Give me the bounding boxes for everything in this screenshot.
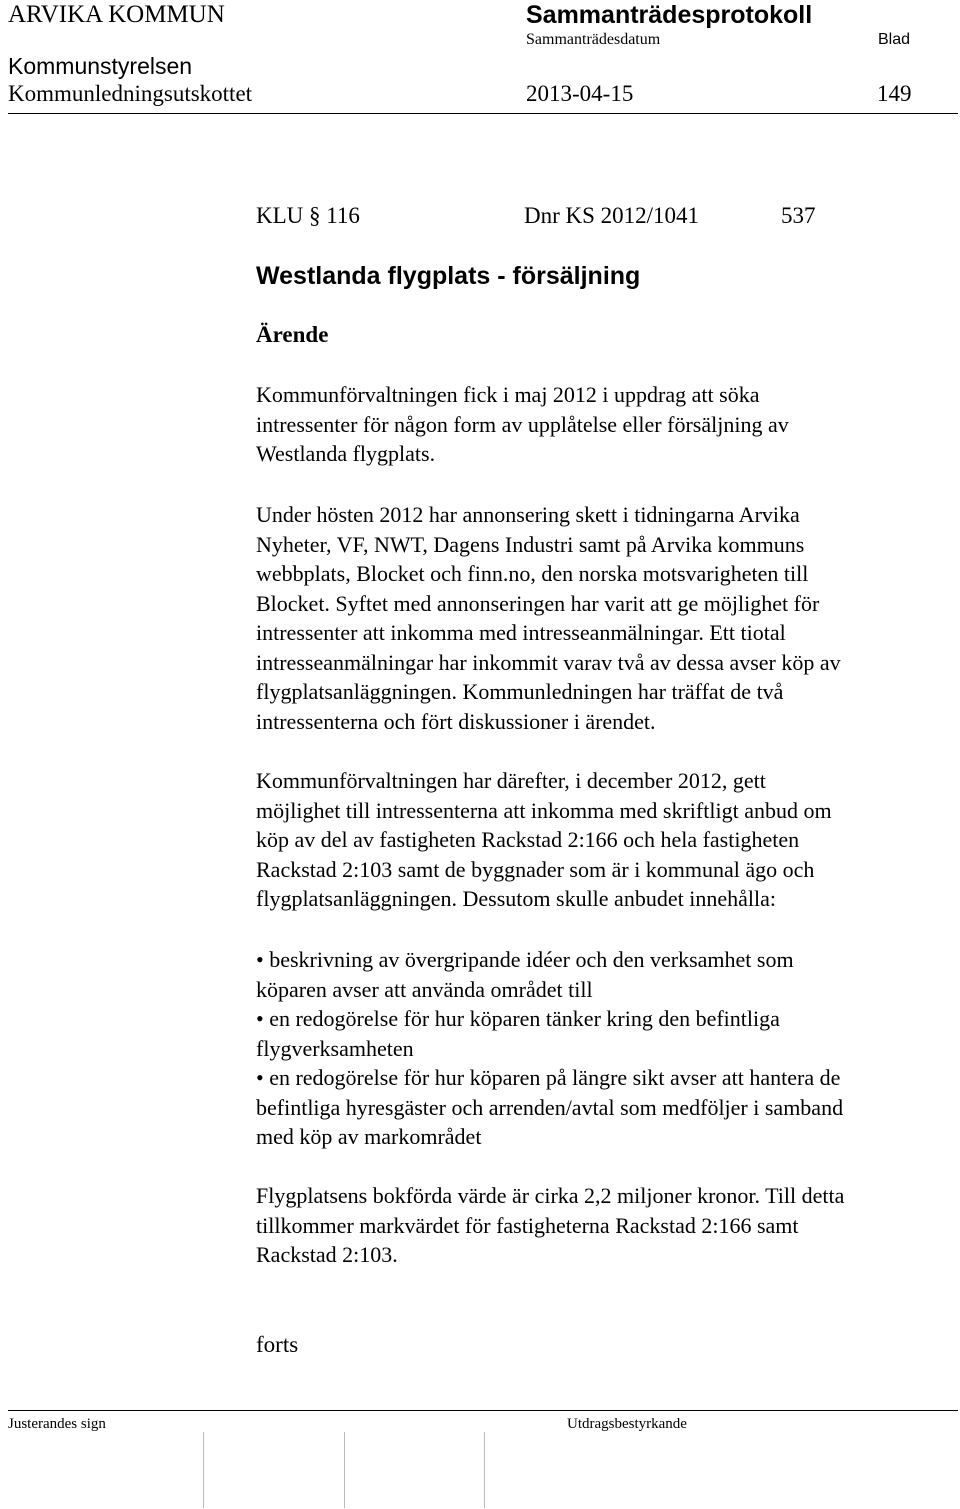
document-type: Sammanträdesprotokoll: [526, 1, 813, 29]
text-line: flygplatsanläggningen. Kommunledningen har träffat de två: [256, 679, 784, 704]
section-heading: Ärende: [256, 322, 329, 347]
text-line: Rackstad 2:103.: [256, 1242, 398, 1267]
text-line: tillkommer markvärdet för fastigheterna Rackstad 2:166 samt: [256, 1212, 799, 1238]
continued-marker: forts: [256, 1332, 299, 1357]
case-code: 537: [781, 203, 816, 228]
text-line: Kommunförvaltningen fick i maj 2012 i uppdrag att söka: [256, 382, 760, 407]
certification-label: Utdragsbestyrkande: [567, 1416, 687, 1432]
municipality-name: ARVIKA KOMMUN: [8, 1, 225, 28]
signature-box-divider: [344, 1432, 345, 1508]
text-line: möjlighet till intressenterna att inkomma med skriftligt anbud om: [256, 797, 832, 823]
text-line: intressenterna och fört diskussioner i ärendet.: [256, 708, 656, 734]
list-item: • en redogörelse för hur köparen tänker kring den befintliga: [256, 1006, 780, 1031]
list-item: flygverksamheten: [256, 1035, 414, 1061]
text-line: Rackstad 2:103 samt de byggnader som är i kommunal ägo och: [256, 856, 815, 882]
meeting-date-label: Sammanträdesdatum: [526, 31, 661, 48]
signature-label: Justerandes sign: [8, 1416, 106, 1432]
list-item: befintliga hyresgäster och arrenden/avtal som medföljer i samband: [256, 1094, 844, 1120]
page-label: Blad: [878, 31, 911, 48]
signature-box-divider: [484, 1432, 485, 1508]
text-line: intressenter att inkomma med intresseanmälningar. Ett tiotal: [256, 620, 786, 645]
signature-box-divider: [203, 1432, 204, 1508]
footer-divider: [8, 1410, 958, 1411]
text-line: köp av del av fastigheten Rackstad 2:166 och hela fastigheten: [256, 827, 800, 852]
committee-name: Kommunledningsutskottet: [8, 81, 253, 106]
paragraph-advertising: [256, 500, 946, 736]
text-line: Westlanda flygplats.: [256, 441, 436, 466]
text-line: webbplats, Blocket och finn.no, den norska motsvarigheten till: [256, 561, 809, 586]
list-item: • en redogörelse för hur köparen på längre sikt avser att hantera de: [256, 1065, 841, 1090]
case-number: KLU § 116: [256, 203, 360, 228]
header-divider: [8, 113, 958, 114]
text-line: Nyheter, VF, NWT, Dagens Industri samt på Arvika kommuns: [256, 531, 805, 557]
text-line: flygplatsanläggningen. Dessutom skulle anbudet innehålla:: [256, 886, 776, 911]
case-dnr: Dnr KS 2012/1041: [524, 203, 700, 228]
board-name: Kommunstyrelsen: [8, 53, 193, 79]
list-item: med köp av markområdet: [256, 1124, 482, 1149]
page-title: Westlanda flygplats - försäljning: [256, 262, 641, 290]
meeting-date: 2013-04-15: [526, 81, 634, 106]
bullet-list: [256, 945, 946, 1152]
text-line: Under hösten 2012 har annonsering skett i tidningarna Arvika: [256, 502, 800, 527]
text-line: Kommunförvaltningen har därefter, i december 2012, gett: [256, 768, 766, 793]
text-line: intresseanmälningar har inkommit varav två av dessa avser köp av: [256, 649, 841, 675]
paragraph-book-value: [256, 1181, 946, 1270]
page-number: 149: [877, 81, 912, 106]
text-line: Flygplatsens bokförda värde är cirka 2,2 miljoner kronor. Till detta: [256, 1183, 845, 1208]
text-line: intressenter för någon form av upplåtelse eller försäljning av: [256, 411, 789, 437]
paragraph-tender: [256, 766, 946, 914]
list-item: • beskrivning av övergripande idéer och den verksamhet som: [256, 947, 794, 972]
text-line: Blocket. Syftet med annonseringen har varit att ge möjlighet för: [256, 590, 820, 616]
paragraph-assignment: [256, 380, 946, 469]
list-item: köparen avser att använda området till: [256, 976, 593, 1002]
